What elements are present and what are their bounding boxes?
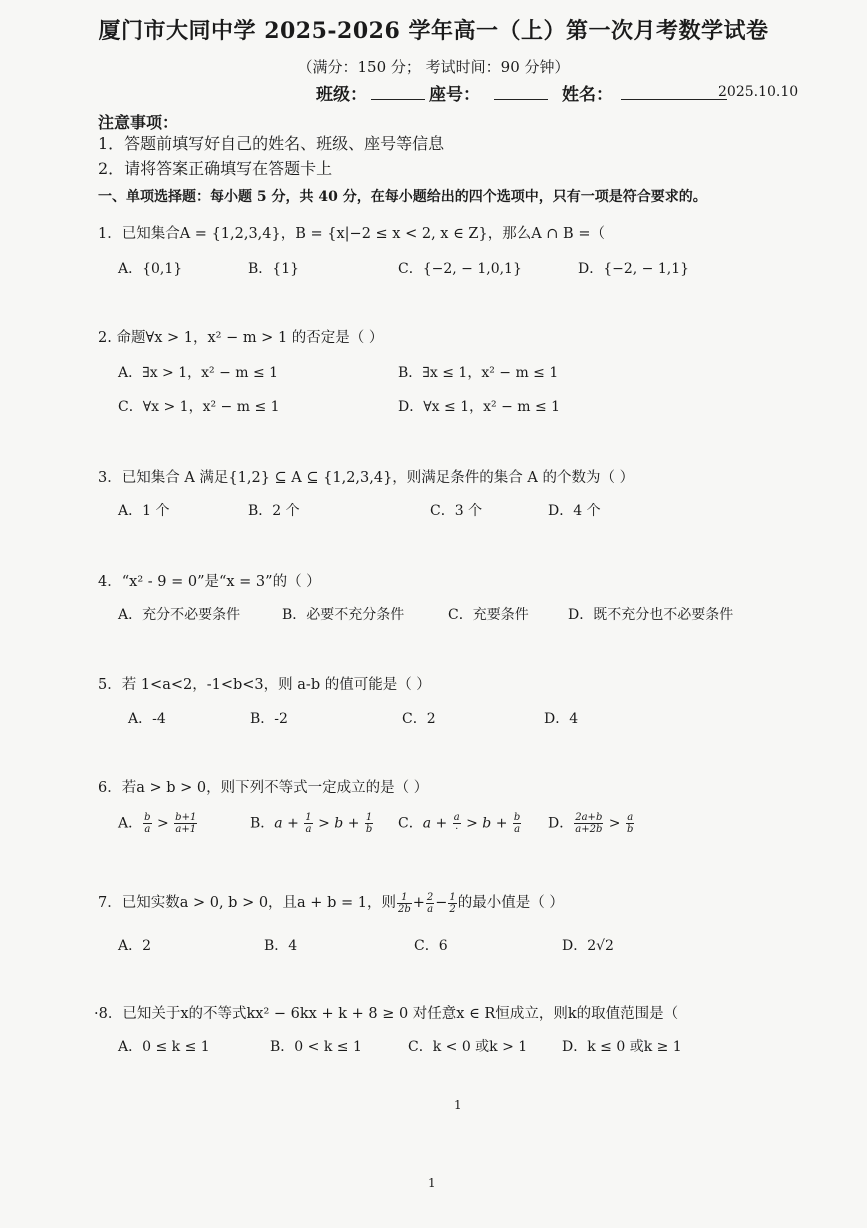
option-c: C．3 个 — [430, 503, 483, 519]
option-c: C．6 — [414, 938, 448, 954]
question-stem: ·8．已知关于x的不等式kx² − 6kx + k + 8 ≥ 0 对任意x ∈ R恒成立，则k的取值范围是（ — [94, 1006, 679, 1022]
option-b: B．4 — [264, 938, 298, 954]
question-stem: 5．若 1<a<2，-1<b<3，则 a-b 的值可能是（ ） — [98, 677, 431, 693]
class-label: 班级： — [316, 85, 367, 105]
option-d: D．4 — [544, 711, 579, 727]
student-info-fields — [316, 80, 731, 105]
option-b: B．-2 — [250, 711, 288, 727]
exam-date: 2025.10.10 — [718, 84, 799, 100]
page-number: 1 — [428, 1176, 436, 1190]
name-blank — [621, 85, 727, 100]
question-stem: 4．“x² - 9 = 0”是“x = 3”的（ ） — [98, 574, 321, 590]
fraction: $\frac{2}{a}$ — [426, 891, 434, 915]
question-stem: 1．已知集合A = {1,2,3,4}，B = {x|−2 ≤ x < 2, x ∈ Z}，那么A ∩ B =（ — [98, 226, 605, 242]
fraction: $\frac{1}{2}$ — [449, 891, 456, 915]
fraction: $\frac{b}{a}$ — [513, 812, 521, 835]
option-d: D．既不充分也不必要条件 — [568, 607, 734, 623]
exam-subtitle: （满分：150 分； 考试时间：90 分钟） — [297, 58, 570, 76]
option-d: D．∀x ≤ 1，x² − m ≤ 1 — [398, 399, 561, 415]
fraction: $\frac{1}{2b}$ — [397, 891, 411, 915]
question-stem: 6．若a > b > 0，则下列不等式一定成立的是（ ） — [98, 780, 429, 796]
option-a: A．0 ≤ k ≤ 1 — [118, 1039, 210, 1055]
class-blank — [371, 85, 425, 100]
fraction: $\frac{a}{b}$ — [626, 812, 634, 835]
seat-label: 座号： — [429, 85, 480, 105]
option-a: A．∃x > 1，x² − m ≤ 1 — [118, 365, 279, 381]
seat-blank — [494, 85, 548, 100]
option-c-label: C． — [398, 815, 423, 832]
option-b-label: B． — [250, 815, 275, 832]
stem-text: 的最小值是（ ） — [457, 895, 564, 911]
option-b: B．a + $\frac{1}{a}$ > b + $\frac{1}{b}$ — [250, 812, 373, 835]
option-a: A．1 个 — [118, 503, 170, 519]
option-b: B．0 < k ≤ 1 — [270, 1039, 362, 1055]
fraction: $\frac{b}{a}$ — [144, 812, 151, 835]
option-d: D．2√2 — [562, 938, 614, 954]
option-d: D．k ≤ 0 或k ≥ 1 — [562, 1039, 682, 1055]
option-d: D． $\frac{2a+b}{a+2b}$ > $\frac{a}{b}$ — [548, 812, 634, 835]
name-label: 姓名： — [562, 85, 613, 105]
option-c: C．k < 0 或k > 1 — [408, 1039, 528, 1055]
option-c: C．{−2, − 1,0,1} — [398, 261, 522, 277]
option-c: C．充要条件 — [448, 607, 529, 623]
option-c: C．a + $\frac{a}{\cdot}$ > b + $\frac{b}{a}$ — [398, 812, 521, 835]
option-a-label: A． — [118, 815, 143, 832]
fraction: $\frac{1}{a}$ — [305, 812, 312, 835]
option-c: C．∀x > 1，x² − m ≤ 1 — [118, 399, 280, 415]
exam-title: 厦门市大同中学 2025-2026 学年高一（上）第一次月考数学试卷 — [98, 18, 769, 44]
option-b: B．2 个 — [248, 503, 300, 519]
option-b: B．{1} — [248, 261, 300, 277]
option-a: A．{0,1} — [118, 261, 183, 277]
notice-item: 1．答题前填写好自己的姓名、班级、座号等信息 — [98, 134, 445, 153]
option-a: A．充分不必要条件 — [118, 607, 241, 623]
fraction: $\frac{a}{\cdot}$ — [453, 812, 460, 835]
question-stem: 2. 命题∀x > 1，x² − m > 1 的否定是（ ） — [98, 330, 384, 346]
option-a: A．-4 — [128, 711, 166, 727]
option-b: B．∃x ≤ 1，x² − m ≤ 1 — [398, 365, 559, 381]
option-c: C．2 — [402, 711, 436, 727]
notice-item: 2．请将答案正确填写在答题卡上 — [98, 159, 333, 178]
fraction: $\frac{2a+b}{a+2b}$ — [575, 812, 603, 835]
fraction: $\frac{b+1}{a+1}$ — [175, 812, 197, 835]
notice-heading: 注意事项： — [98, 113, 179, 132]
option-d-label: D． — [548, 815, 574, 832]
stem-text: 7．已知实数a > 0, b > 0，且a + b = 1，则 — [98, 895, 396, 911]
option-a: A．2 — [118, 938, 152, 954]
option-d: D．4 个 — [548, 503, 601, 519]
question-stem: 7．已知实数a > 0, b > 0，且a + b = 1，则 $\frac{1}{2b}$ + $\frac{2}{a}$ − $\frac{1}{2}$ 的最小值是（ ） — [98, 891, 564, 915]
option-b: B．必要不充分条件 — [282, 607, 405, 623]
question-stem: 3．已知集合 A 满足{1,2} ⊆ A ⊆ {1,2,3,4}，则满足条件的集合 A 的个数为（ ） — [98, 470, 635, 486]
section-heading: 一、单项选择题：每小题 5 分，共 40 分，在每小题给出的四个选项中，只有一项是符合要求的。 — [98, 189, 707, 205]
fraction: $\frac{1}{b}$ — [365, 812, 373, 835]
page-number: 1 — [454, 1098, 462, 1112]
option-a: A． $\frac{b}{a}$ > $\frac{b+1}{a+1}$ — [118, 812, 197, 835]
option-d: D．{−2, − 1,1} — [578, 261, 690, 277]
